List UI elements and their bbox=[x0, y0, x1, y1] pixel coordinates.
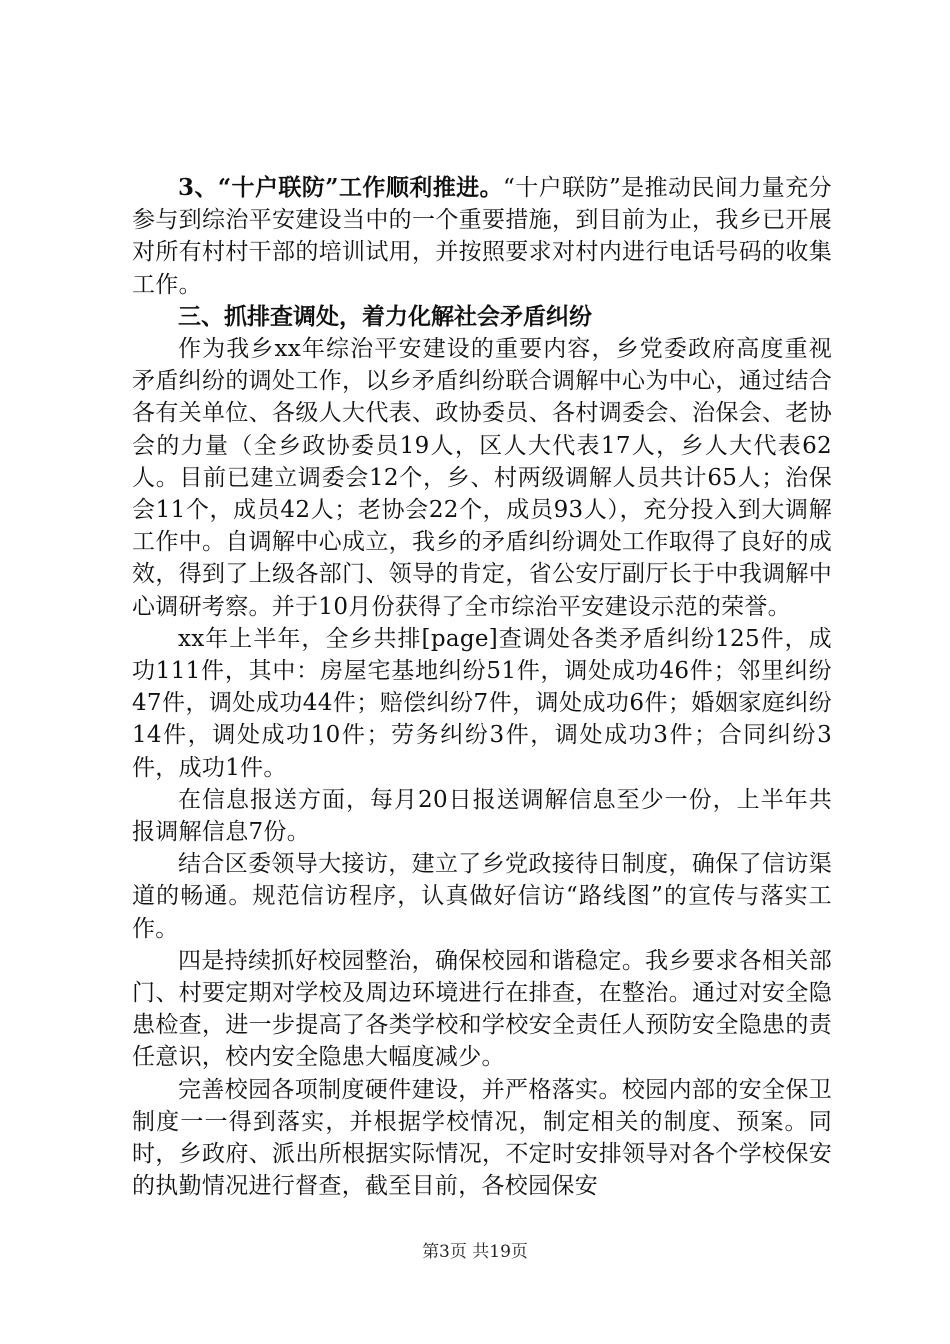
paragraph-mediation-overview: 作为我乡xx年综治平安建设的重要内容，乡党委政府高度重视矛盾纠纷的调处工作，以乡矛盾纠纷联合调解中心为中心，通过结合各有关单位、各级人大代表、政协委员、各村调委会、治保会、老协会的力量（全乡政协委员19人，区人大代表17人，乡人大代表62人。目前已建立调委会12个，乡、村两级调解人员共计65人；治保会11个，成员42人；老协会22个，成员93人），充分投入到大调解工作中。自调解中心成立，我乡的矛盾纠纷调处工作取得了良好的成效，得到了上级各部门、领导的肯定，省公安厅副厅长于中我调解中心调研考察。并于10月份获得了全市综治平安建设示范的荣誉。 bbox=[132, 336, 832, 620]
paragraph-petition: 结合区委领导大接访，建立了乡党政接待日制度，确保了信访渠道的畅通。规范信访程序，认真做好信访“路线图”的宣传与落实工作。 bbox=[132, 851, 832, 942]
paragraph-campus-systems: 完善校园各项制度硬件建设，并严格落实。校园内部的安全保卫制度一一得到落实，并根据学校情况，制定相关的制度、预案。同时，乡政府、派出所根据实际情况，不定时安排领导对各个学校保安的执勤情况进行督查，截至目前，各校园保安 bbox=[132, 1076, 832, 1200]
page-number-footer: 第3页 共19页 bbox=[422, 1242, 528, 1262]
paragraph-ten-household bbox=[132, 172, 832, 301]
paragraph-dispute-statistics: xx年上半年，全乡共排[page]查调处各类矛盾纠纷125件，成功111件，其中：房屋宅基地纠纷51件，调处成功46件；邻里纠纷47件，调处成功44件；赔偿纠纷7件，调处成功6件；婚姻家庭纠纷14件，调处成功10件；劳务纠纷3件，调处成功3件；合同纠纷3件，成功1件。 bbox=[132, 625, 832, 781]
section-heading: 三、抓排查调处，着力化解社会矛盾纠纷 bbox=[178, 302, 592, 330]
paragraph-text: “十户联防”是推动民间力量充分参与到综治平安建设当中的一个重要措施，到目前为止，我乡已开展对所有村村干部的培训试用，并按照要求对村内进行电话号码的收集工作。 bbox=[132, 175, 832, 298]
document-body bbox=[132, 172, 832, 1203]
paragraph-campus-rectification: 四是持续抓好校园整治，确保校园和谐稳定。我乡要求各相关部门、村要定期对学校及周边环境进行在排查，在整治。通过对安全隐患检查，进一步提高了各类学校和学校安全责任人预防安全隐患的责任意识，校内安全隐患大幅度减少。 bbox=[132, 947, 832, 1071]
paragraph-info-reporting: 在信息报送方面，每月20日报送调解信息至少一份，上半年共报调解信息7份。 bbox=[132, 786, 832, 846]
paragraph-lead: 3、“十户联防”工作顺利推进。 bbox=[178, 174, 504, 201]
